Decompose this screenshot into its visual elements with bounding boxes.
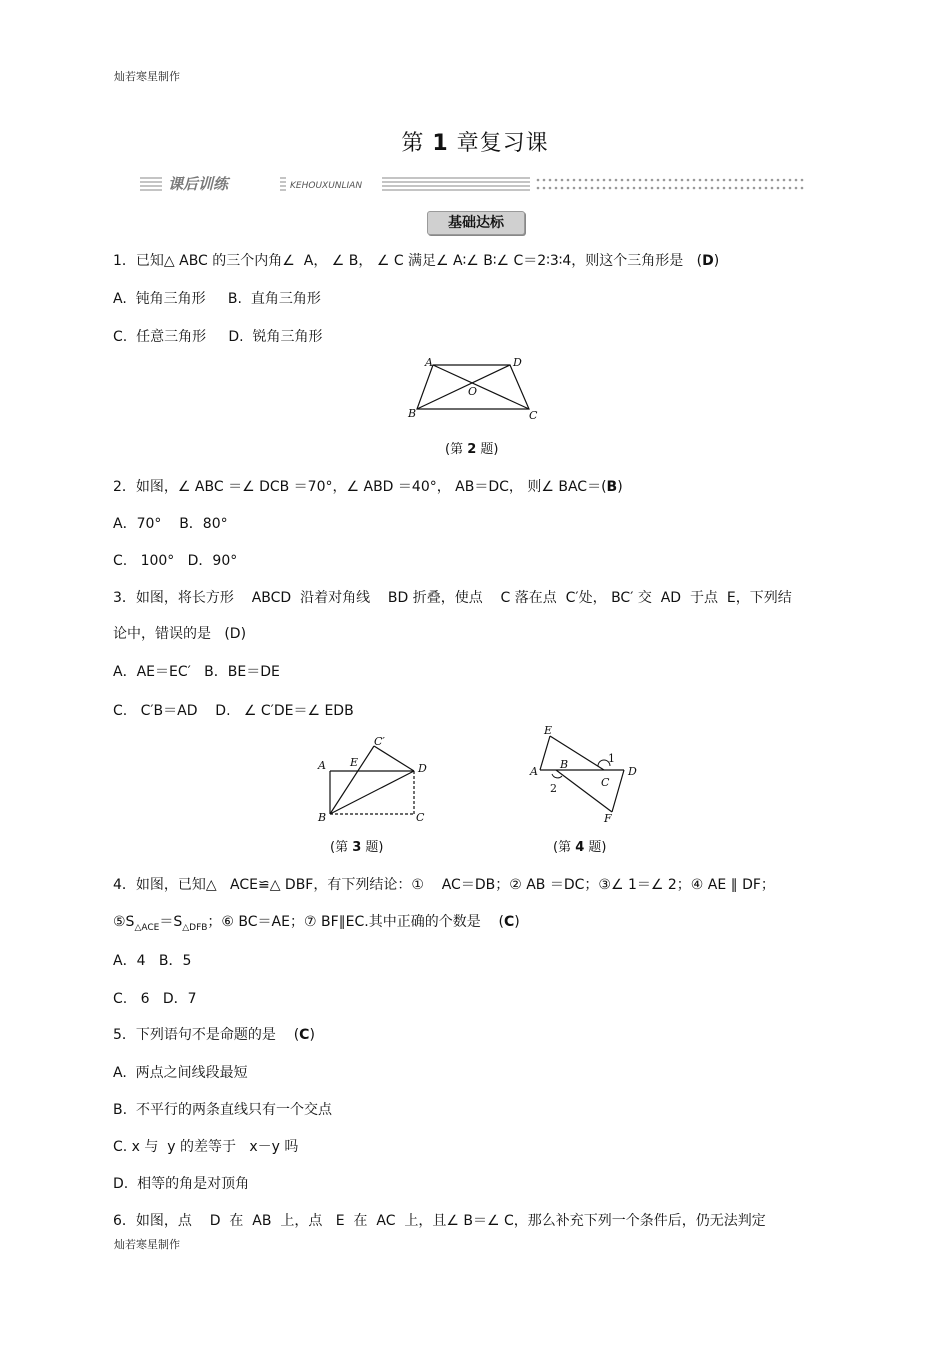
answer-5: C: [299, 1027, 310, 1043]
figure-2: [405, 355, 545, 425]
fig4-label-b: B: [560, 758, 569, 771]
question-1-options-ab: A. 钝角三角形 B. 直角三角形: [113, 291, 321, 307]
question-4-line-1: 4．如图，已知△ ACE≌△ DBF，有下列结论：① AC＝DB；② AB ＝DC；③∠ 1＝∠ 2；④ AE ∥ DF；: [113, 877, 775, 893]
fig4-label-e: E: [544, 724, 553, 737]
question-5-option-b: B. 不平行的两条直线只有一个交点: [113, 1102, 332, 1118]
figure-3: [312, 728, 442, 828]
question-2-options-ab: A．70° B．80°: [113, 516, 228, 532]
question-5-option-a: A. 两点之间线段最短: [113, 1065, 248, 1081]
fig3-label-a: A: [318, 759, 326, 772]
page-title: 第 1 章复习课: [401, 131, 549, 156]
question-4-options-cd: C. 6 D．7: [113, 991, 197, 1007]
fig3-label-c-prime: C′: [374, 735, 385, 748]
fig3-label-e: E: [350, 756, 359, 769]
question-3-line-1: 3．如图，将长方形 ABCD 沿着对角线 BD 折叠，使点 C 落在点 C′处， BC′ 交 AD 于点 E，下列结: [113, 590, 792, 606]
figure-4: [528, 722, 648, 827]
fig2-label-o: O: [468, 385, 478, 398]
fig2-label-a: A: [425, 356, 433, 369]
footer-note: 灿若寒星制作: [114, 1238, 180, 1251]
figure-3-caption: (第 3 题): [330, 840, 384, 855]
answer-1: D: [702, 253, 714, 269]
fig4-label-1: 1: [608, 752, 615, 765]
question-3-line-2: 论中，错误的是 (D): [113, 626, 247, 642]
question-3-options-cd: C. C′B＝AD D. ∠ C′DE＝∠ EDB: [113, 703, 354, 719]
fig2-label-d: D: [513, 356, 522, 369]
fig4-label-a: A: [530, 765, 538, 778]
fig3-label-d: D: [418, 762, 427, 775]
answer-2: B: [606, 479, 618, 495]
banner-title-cn: 课后训练: [168, 175, 229, 193]
fig4-label-d: D: [628, 765, 637, 778]
question-5-option-d: D. 相等的角是对顶角: [113, 1176, 250, 1192]
question-1: 1．已知△ ABC 的三个内角∠ A， ∠ B， ∠ C 满足∠ A∶∠ B∶∠ C＝2∶3∶4，则这个三角形是 (D): [113, 253, 720, 269]
fig4-label-c: C: [601, 776, 610, 789]
question-2-options-cd: C. 100° D．90°: [113, 553, 238, 569]
header-note: 灿若寒星制作: [114, 70, 180, 83]
question-4-line-2: $⑤S_{\triangle ACE}=S_{\triangle DFB}$；⑥ BC＝AE；⑦ BF∥EC.其中正确的个数是 (C): [113, 914, 520, 933]
question-3-options-ab: A．AE＝EC′ B．BE＝DE: [113, 664, 280, 680]
section-banner: [140, 174, 810, 196]
fig4-label-2: 2: [550, 782, 557, 795]
fig3-label-c: C: [416, 811, 425, 824]
fig2-label-c: C: [529, 409, 538, 422]
fig2-label-b: B: [408, 407, 417, 420]
question-2: 2．如图，∠ ABC ＝∠ DCB ＝70°，∠ ABD ＝40°， AB＝DC， 则∠ BAC＝(B): [113, 479, 623, 495]
fig4-label-f: F: [604, 812, 612, 825]
figure-4-caption: (第 4 题): [553, 840, 607, 855]
question-1-options-cd: C. 任意三角形 D. 锐角三角形: [113, 329, 323, 345]
figure-2-caption: (第 2 题): [445, 442, 499, 457]
answer-4: C: [503, 914, 515, 930]
section-badge: 基础达标: [427, 211, 525, 235]
question-6-line-1: 6．如图，点 D 在 AB 上，点 E 在 AC 上，且∠ B＝∠ C，那么补充下列一个条件后，仍无法判定: [113, 1213, 766, 1229]
question-5-option-c: C. x 与 y 的差等于 x－y 吗: [113, 1139, 299, 1155]
fig3-label-b: B: [318, 811, 327, 824]
banner-title-en: KEHOUXUNLIAN: [290, 181, 363, 191]
question-5: 5．下列语句不是命题的是 (C): [113, 1027, 315, 1043]
question-4-options-ab: A．4 B．5: [113, 953, 192, 969]
banner-dots: [537, 179, 804, 190]
